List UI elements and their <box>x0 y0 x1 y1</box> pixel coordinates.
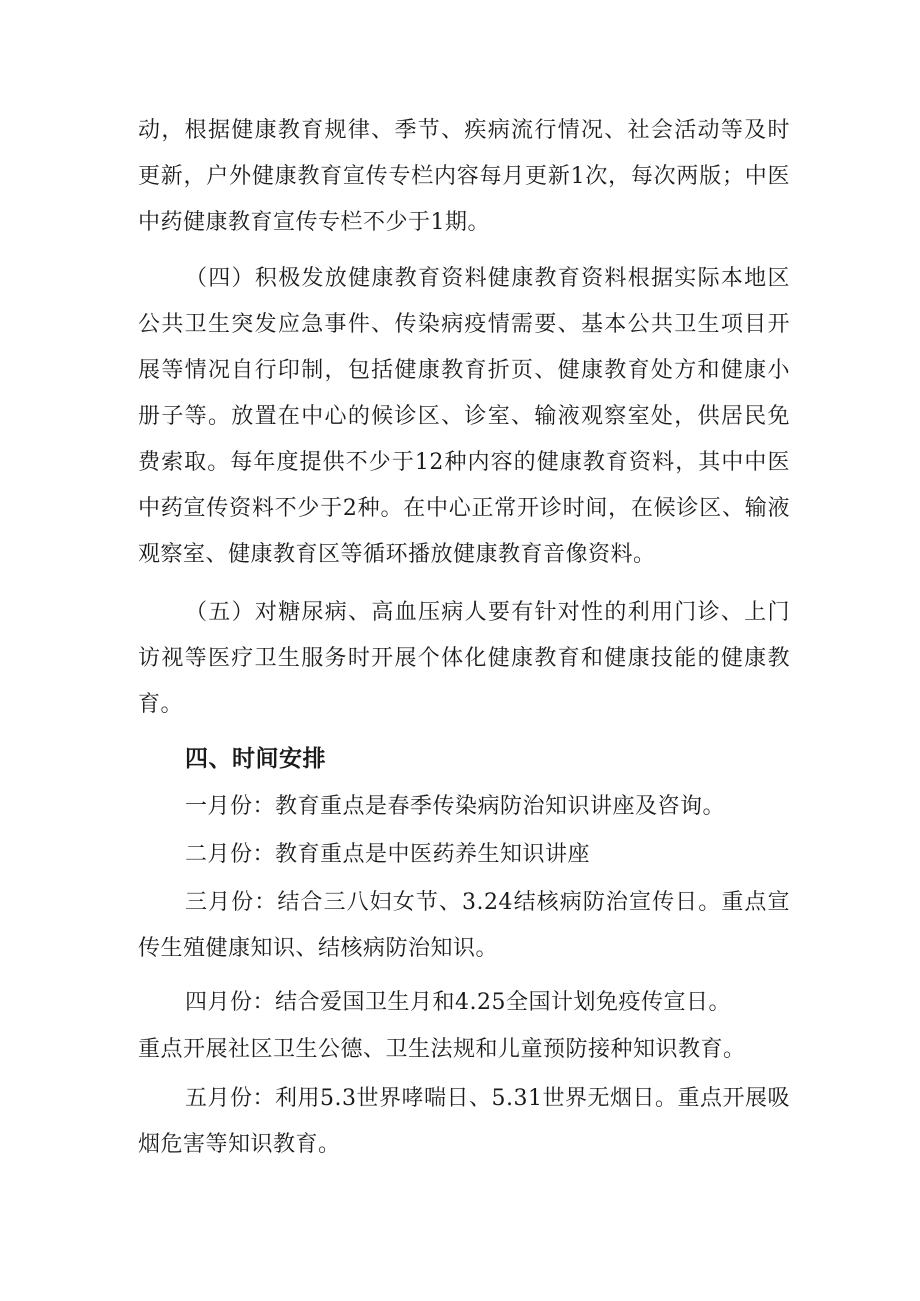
schedule-item-february: 二月份：教育重点是中医药养生知识讲座 <box>185 842 591 867</box>
schedule-item-april: 四月份：结合爱国卫生月和4.25全国计划免疫传宣日。 <box>185 990 731 1015</box>
paragraph-continuation: 动，根据健康教育规律、季节、疾病流行情况、社会活动等及时更新，户外健康教育宣传专栏内容每月更新1次，每次两版；中医中药健康教育宣传专栏不少于1期。 <box>138 118 790 235</box>
paragraph-section-four: （四）积极发放健康教育资料健康教育资料根据实际本地区公共卫生突发应急事件、传染病疫情需要、基本公共卫生项目开展等情况自行印制，包括健康教育折页、健康教育处方和健康小册子等。放置在中心的候诊区、诊室、输液观察室处，供居民免费索取。每年度提供不少于12种内容的健康教育资料，其中中医中药宣传资料不少于2种。在中心正常开诊时间，在候诊区、输液观察室、健康教育区等循环播放健康教育音像资料。 <box>138 266 790 567</box>
schedule-item-january: 一月份：教育重点是春季传染病防治知识讲座及咨询。 <box>185 794 726 819</box>
schedule-item-may: 五月份：利用5.3世界哮喘日、5.31世界无烟日。重点开展吸烟危害等知识教育。 <box>138 1086 790 1157</box>
section-heading-schedule: 四、时间安排 <box>185 746 326 772</box>
schedule-item-march: 三月份：结合三八妇女节、3.24结核病防治宣传日。重点宣传生殖健康知识、结核病防治知识。 <box>138 890 790 961</box>
schedule-item-april-continued: 重点开展社区卫生公德、卫生法规和儿童预防接种知识教育。 <box>138 1037 746 1062</box>
paragraph-section-five: （五）对糖尿病、高血压病人要有针对性的利用门诊、上门访视等医疗卫生服务时开展个体化健康教育和健康技能的健康教育。 <box>138 600 790 717</box>
